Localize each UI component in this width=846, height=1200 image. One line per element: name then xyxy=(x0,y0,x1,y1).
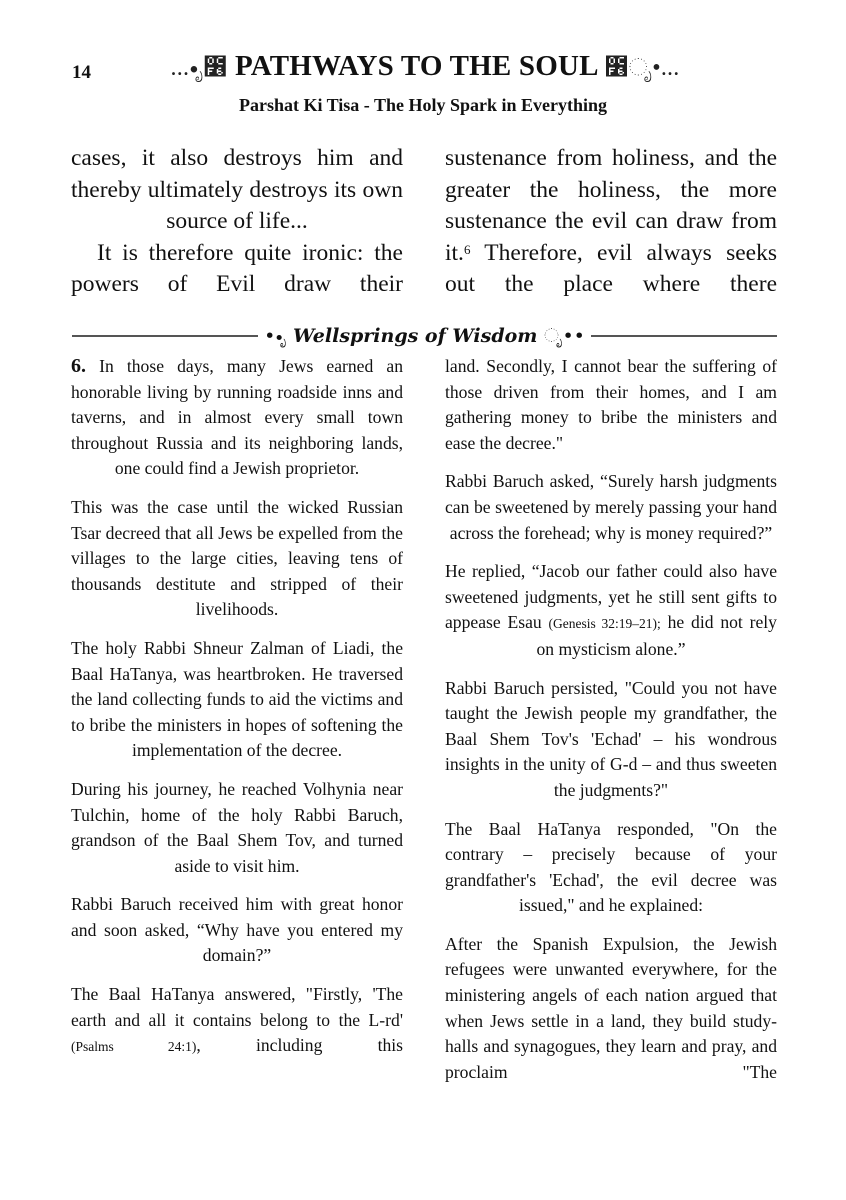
note-paragraph: The holy Rabbi Shneur Zalman of Liadi, the Baal HaTanya, was heartbroken. He traversed the land collecting funds to aid the victims and to bribe the ministers in hopes of softening the implementation of the decree. xyxy=(71,637,403,761)
citation: (Psalms 24:1) xyxy=(71,1039,197,1055)
note-paragraph xyxy=(445,559,777,662)
section-heading xyxy=(258,325,591,347)
divider-line xyxy=(72,335,258,337)
running-title xyxy=(130,50,720,83)
note-paragraph: Rabbi Baruch persisted, "Could you not have taught the Jewish people my grandfather, the Baal Shem Tov's 'Echad' – his wondrous insights in the unity of G-d – and thus sweeten the judgments?" xyxy=(445,677,777,800)
paragraph xyxy=(445,143,777,301)
divider-line xyxy=(591,335,777,337)
section-divider xyxy=(72,322,777,350)
text: , including this xyxy=(196,1035,403,1056)
ornament-left-icon: ••ೃ xyxy=(264,325,287,347)
footnote-ref[interactable]: 6 xyxy=(463,241,471,257)
ornament-right-icon: ೃ•• xyxy=(544,325,585,347)
text: The Baal HaTanya answered, "Firstly, 'The earth and all it contains belong to the L-rd' xyxy=(71,984,403,1030)
notes-right-column xyxy=(445,354,777,1098)
chapter-subtitle: Parshat Ki Tisa - The Holy Spark in Everything xyxy=(238,95,608,115)
main-text-left-column xyxy=(71,143,403,301)
note-paragraph: land. Secondly, I cannot bear the suffering of those driven from their homes, and I am gathering money to bribe the ministers and ease the decree." xyxy=(445,356,777,453)
note-paragraph: Rabbi Baruch received him with great honor and soon asked, “Why have you entered my domain?” xyxy=(71,894,403,966)
text: He replied, “Jacob our father could also have sweetened judgments, yet he still sent gifts to appease Esau xyxy=(445,561,777,633)
notes-left-column xyxy=(71,354,403,1073)
text: sustenance from holiness, and the greater the holiness, the more sustenance the evil can draw from it. xyxy=(445,145,777,266)
citation: (Genesis 32:19–21); xyxy=(548,616,661,632)
page-number: 14 xyxy=(72,62,91,83)
note-paragraph xyxy=(71,982,403,1060)
text: he did not rely on mysticism alone.” xyxy=(536,612,777,659)
section-title: Wellsprings of Wisdom xyxy=(293,325,538,347)
ornament-left-icon: ...•ೃ೶ xyxy=(170,55,228,81)
text: Therefore, evil always seeks out the place where there xyxy=(445,239,777,297)
note-paragraph: This was the case until the wicked Russian Tsar decreed that all Jews be expelled from the villages to the large cities, leaving tens of thousands destitute and stripped of their livelihoods. xyxy=(71,496,403,620)
ornament-right-icon: ೶ೃ•... xyxy=(604,55,680,81)
note-number: 6. xyxy=(71,355,86,377)
main-text-right-column xyxy=(445,143,777,301)
note-paragraph: The Baal HaTanya responded, "On the contrary – precisely because of your grandfather's 'Echad', the evil decree was issued," and he explained: xyxy=(445,818,777,916)
note-paragraph: During his journey, he reached Volhynia near Tulchin, home of the holy Rabbi Baruch, grandson of the Baal Shem Tov, and turned aside to visit him. xyxy=(71,778,403,876)
paragraph: It is therefore quite ironic: the powers of Evil draw their xyxy=(71,239,403,297)
note-paragraph: After the Spanish Expulsion, the Jewish refugees were unwanted everywhere, for the ministering angels of each nation argued that when Jews settle in a land, they build study-halls and synagogues, they learn and pray, and proclaim "The xyxy=(445,933,777,1082)
book-title: PATHWAYS TO THE SOUL xyxy=(234,50,598,82)
note-paragraph xyxy=(71,354,403,482)
paragraph: cases, it also destroys him and thereby ultimately destroys its own source of life... xyxy=(71,145,403,234)
text: In those days, many Jews earned an honorable living by running roadside inns and taverns, and in almost every small town throughout Russia and its neighboring lands, one could find a Jewish proprietor. xyxy=(71,356,403,479)
note-paragraph: Rabbi Baruch asked, “Surely harsh judgments can be sweetened by merely passing your hand across the forehead; why is money required?” xyxy=(445,471,777,543)
